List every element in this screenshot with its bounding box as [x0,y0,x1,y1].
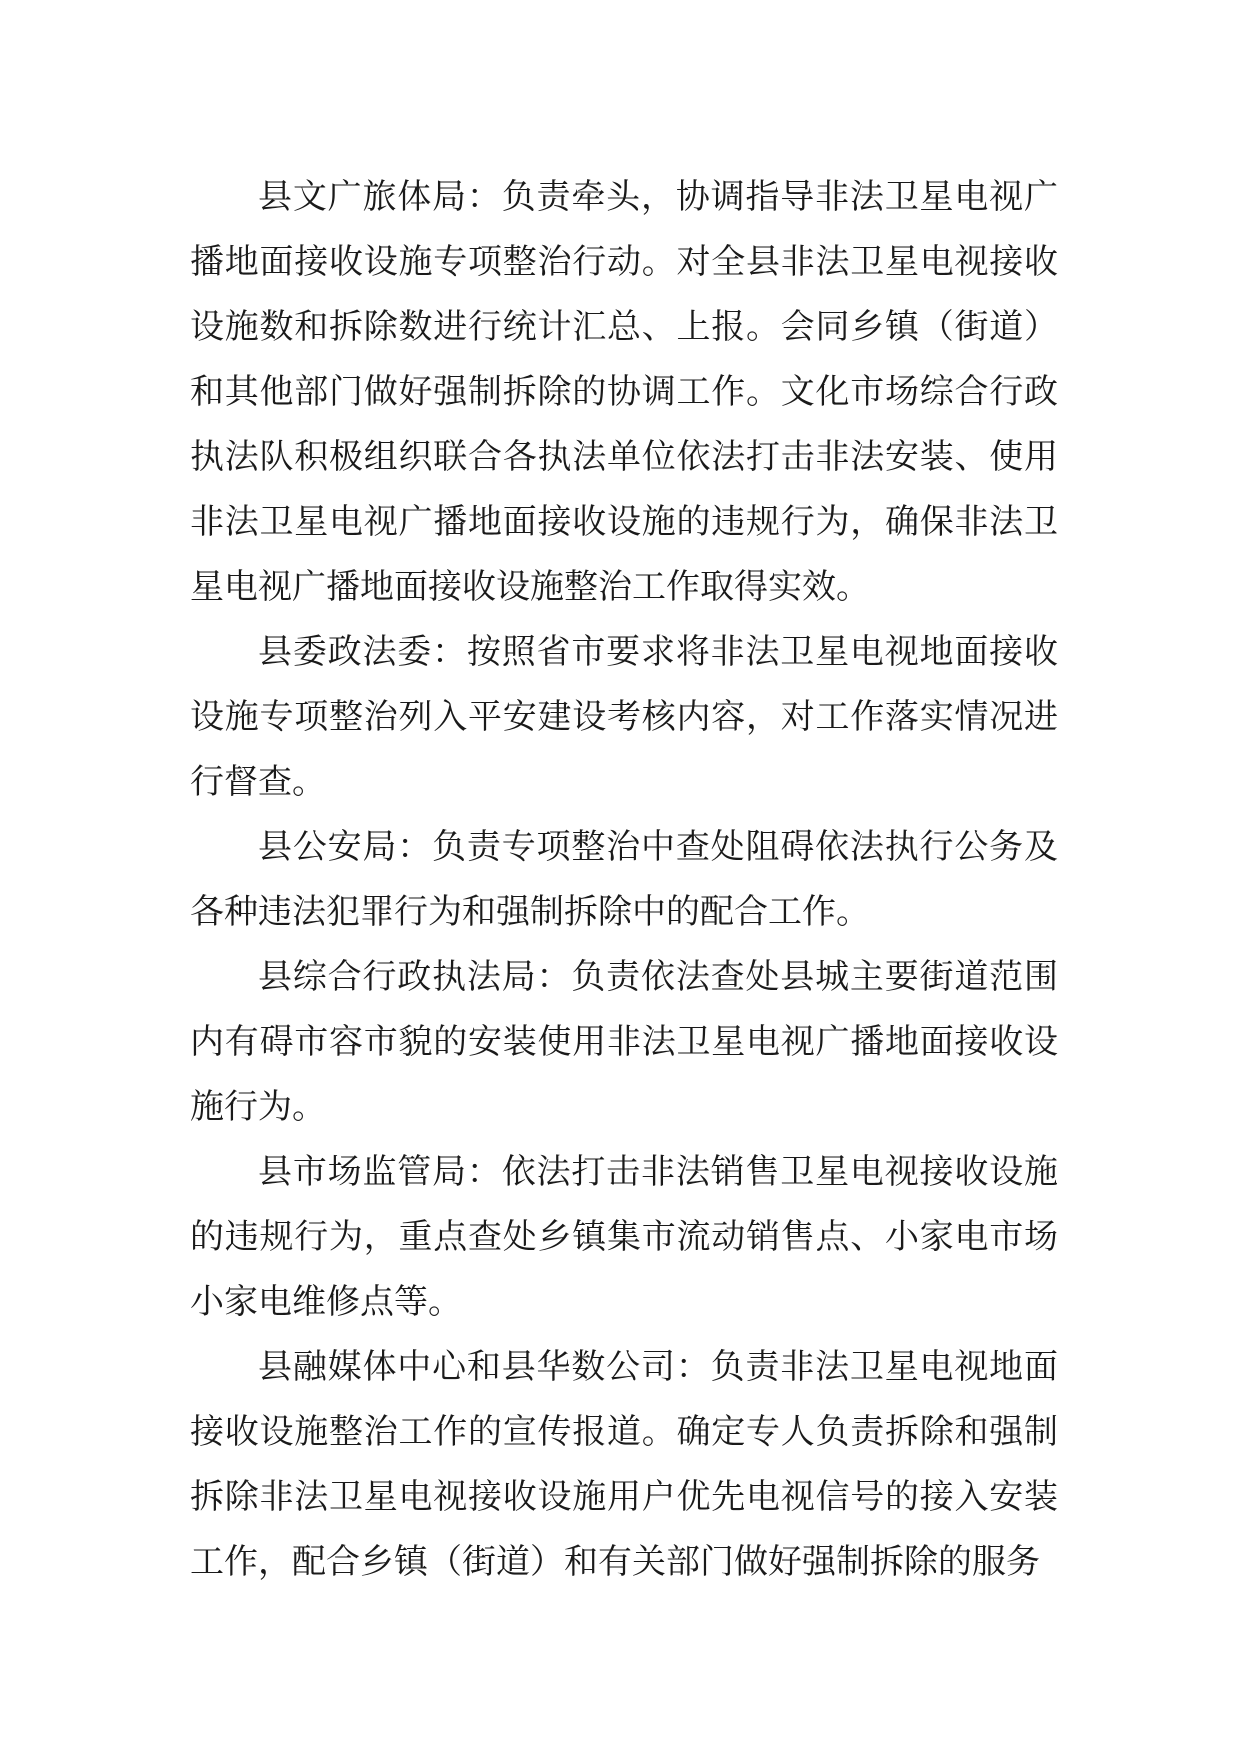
paragraph-culture-bureau: 县文广旅体局：负责牵头，协调指导非法卫星电视广播地面接收设施专项整治行动。对全县非法卫星电视接收设施数和拆除数进行统计汇总、上报。会同乡镇（街道）和其他部门做好强制拆除的协调工作。文化市场综合行政执法队积极组织联合各执法单位依法打击非法安装、使用非法卫星电视广播地面接收设施的违规行为，确保非法卫星电视广播地面接收设施整治工作取得实效。 [190,177,1058,607]
paragraph-political-legal-committee: 县委政法委：按照省市要求将非法卫星电视地面接收设施专项整治列入平安建设考核内容，对工作落实情况进行督查。 [190,632,1058,802]
document-body [190,165,1058,1595]
paragraph-law-enforcement-bureau: 县综合行政执法局：负责依法查处县城主要街道范围内有碍市容市貌的安装使用非法卫星电视广播地面接收设施行为。 [190,957,1058,1127]
paragraph-market-supervision-bureau: 县市场监管局：依法打击非法销售卫星电视接收设施的违规行为，重点查处乡镇集市流动销售点、小家电市场小家电维修点等。 [190,1152,1058,1322]
paragraph-public-security-bureau: 县公安局：负责专项整治中查处阻碍依法执行公务及各种违法犯罪行为和强制拆除中的配合工作。 [190,827,1058,932]
paragraph-media-center: 县融媒体中心和县华数公司：负责非法卫星电视地面接收设施整治工作的宣传报道。确定专人负责拆除和强制拆除非法卫星电视接收设施用户优先电视信号的接入安装工作，配合乡镇（街道）和有关部门做好强制拆除的服务 [190,1347,1058,1582]
